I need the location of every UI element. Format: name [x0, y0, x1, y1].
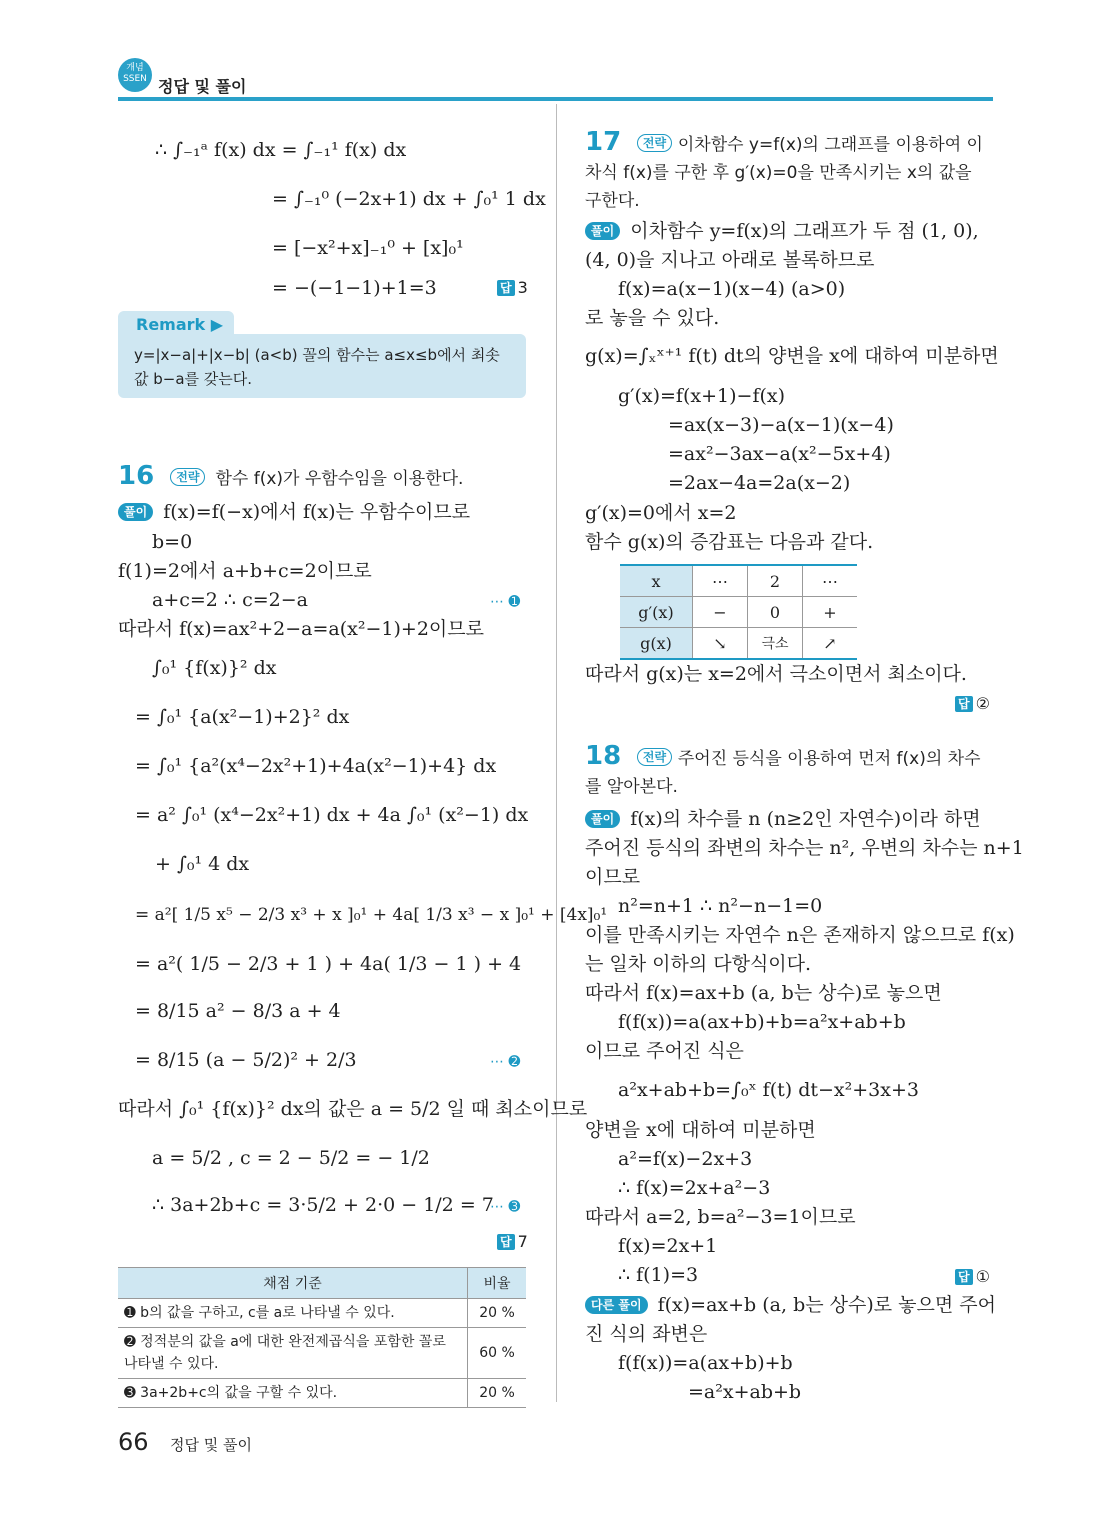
- solution-line: 주어진 등식의 좌변의 차수는 n², 우변의 차수는 n+1: [585, 837, 1024, 859]
- table-row: g′(x) − 0 +: [620, 597, 857, 628]
- eq-line: =ax(x−3)−a(x−1)(x−4): [668, 414, 894, 436]
- ssen-logo: 개념 SSEN: [118, 58, 152, 92]
- solution-line: 양변을 x에 대하여 미분하면: [585, 1119, 816, 1141]
- solution-line: 함수 g(x)의 증감표는 다음과 같다.: [585, 531, 874, 553]
- eq-line: a²x+ab+b=∫₀ˣ f(t) dt−x²+3x+3: [618, 1079, 919, 1101]
- grade-col-criteria: 채점 기준: [118, 1268, 468, 1299]
- eq-line: a²=f(x)−2x+3: [618, 1148, 753, 1170]
- header-rule: [118, 97, 993, 101]
- solution-line: 이므로: [585, 866, 641, 888]
- eq-line: = 8/15 a² − 8/3 a + 4: [135, 1000, 341, 1022]
- answer-16: 답 7: [497, 1230, 528, 1254]
- solution-line: 따라서 ∫₀¹ {f(x)}² dx의 값은 a = 5/2 일 때 최소이므로: [118, 1098, 588, 1120]
- strategy-text: 함수 f(x)가 우함수임을 이용한다.: [215, 469, 464, 489]
- eq-line: f(f(x))=a(ax+b)+b: [618, 1352, 793, 1374]
- strategy-tag: 전략: [637, 748, 672, 766]
- solution-line: 는 일차 이하의 다항식이다.: [585, 953, 812, 975]
- problem-18-header: [585, 742, 993, 801]
- eq-line: = [−x²+x]₋₁⁰ + [x]₀¹: [272, 237, 464, 259]
- solution-line: 진 식의 좌변은: [585, 1323, 708, 1345]
- solution-line: f(1)=2에서 a+b+c=2이므로: [118, 560, 372, 582]
- solution-line: 따라서 f(x)=ax²+2−a=a(x²−1)+2이므로: [118, 618, 484, 640]
- answer-15: 답 3: [497, 276, 528, 300]
- eq-line: = a²[ 1/5 x⁵ − 2/3 x³ + x ]₀¹ + 4a[ 1/3 x³ − x ]₀¹ + [4x]₀¹: [135, 905, 608, 925]
- strategy-tag: 전략: [170, 468, 205, 486]
- eq-line: g′(x)=f(x+1)−f(x): [618, 385, 786, 407]
- eq-line: ∴ f(x)=2x+a²−3: [618, 1177, 771, 1199]
- solution-line: 따라서 g(x)는 x=2에서 극소이면서 최소이다.: [585, 663, 967, 685]
- solution-line: 이므로 주어진 식은: [585, 1040, 744, 1062]
- eq-line: = a²( 1/5 − 2/3 + 1 ) + 4a( 1/3 − 1 ) + 4: [135, 953, 522, 975]
- solution-line: 풀이 f(x)의 차수를 n (n≥2인 자연수)이라 하면: [585, 807, 981, 831]
- eq-line: =ax²−3ax−a(x²−5x+4): [668, 443, 891, 465]
- problem-17-header: [585, 128, 993, 215]
- eq-line: f(x)=2x+1: [618, 1235, 718, 1257]
- solution-line: 풀이 f(x)=f(−x)에서 f(x)는 우함수이므로: [118, 500, 470, 524]
- eq-line: = ∫₀¹ {a²(x⁴−2x²+1)+4a(x²−1)+4} dx: [135, 755, 497, 777]
- solution-line: b=0: [152, 531, 193, 553]
- eq-line: ∫₀¹ {f(x)}² dx: [152, 657, 277, 679]
- eq-line: = −(−1−1)+1=3: [272, 277, 437, 299]
- eq-line: =2ax−4a=2a(x−2): [668, 472, 851, 494]
- table-row: ➊ b의 값을 구하고, c를 a로 나타낼 수 있다. 20 %: [118, 1299, 526, 1328]
- eq-line: = a² ∫₀¹ (x⁴−2x²+1) dx + 4a ∫₀¹ (x²−1) dx: [135, 804, 529, 826]
- eq-line: = ∫₀¹ {a(x²−1)+2}² dx: [135, 706, 350, 728]
- strategy-tag: 전략: [637, 134, 672, 152]
- alt-solution-tag: 다른 풀이: [585, 1296, 648, 1314]
- solution-line: g′(x)=0에서 x=2: [585, 502, 737, 524]
- solution-line: 풀이 이차함수 y=f(x)의 그래프가 두 점 (1, 0),: [585, 219, 979, 243]
- eq-line: ∴ f(1)=3: [618, 1264, 699, 1286]
- eq-line: f(f(x))=a(ax+b)+b=a²x+ab+b: [618, 1011, 906, 1033]
- footer-title: 정답 및 풀이: [170, 1436, 252, 1454]
- solution-tag: 풀이: [118, 503, 153, 521]
- grade-col-ratio: 비율: [468, 1268, 527, 1299]
- eq-line: =a²x+ab+b: [688, 1381, 802, 1403]
- problem-number: 18: [585, 741, 622, 771]
- table-row: ➋ 정적분의 값을 a에 대한 완전제곱식을 포함한 꼴로 나타낼 수 있다. 60 %: [118, 1328, 526, 1379]
- eq-line: + ∫₀¹ 4 dx: [155, 853, 250, 875]
- step-mark-1: ⋯ ➊: [490, 594, 521, 610]
- problem-number: 17: [585, 127, 622, 157]
- remark-label: Remark ▶: [118, 311, 234, 339]
- table-row: x ⋯ 2 ⋯: [620, 565, 857, 597]
- strategy-text: 주어진 등식을 이용하여 먼저 f(x)의 차수를 알아본다.: [585, 749, 981, 797]
- strategy-text: 이차함수 y=f(x)의 그래프를 이용하여 이차식 f(x)를 구한 후 g′(x)=0을 만족시키는 x의 값을 구한다.: [585, 135, 983, 211]
- problem-number: 16: [118, 461, 155, 491]
- solution-line: 따라서 f(x)=ax+b (a, b는 상수)로 놓으면: [585, 982, 942, 1004]
- table-row: ➌ 3a+2b+c의 값을 구할 수 있다. 20 %: [118, 1379, 526, 1408]
- solution-tag: 풀이: [585, 222, 620, 240]
- solution-line: 따라서 a=2, b=a²−3=1이므로: [585, 1206, 856, 1228]
- eq-line: ∴ 3a+2b+c = 3·5/2 + 2·0 − 1/2 = 7: [152, 1194, 494, 1216]
- solution-line: (4, 0)을 지나고 아래로 볼록하므로: [585, 249, 875, 271]
- table-row: g(x) ↘ 극소 ↗: [620, 628, 857, 660]
- eq-line: = ∫₋₁⁰ (−2x+1) dx + ∫₀¹ 1 dx: [272, 188, 546, 210]
- solution-line: 로 놓을 수 있다.: [585, 307, 720, 329]
- answer-18: 답 ①: [955, 1265, 990, 1289]
- step-mark-2: ⋯ ➋: [490, 1054, 521, 1070]
- solution-line: a+c=2 ∴ c=2−a: [152, 589, 308, 611]
- header-title: 정답 및 풀이: [158, 77, 247, 96]
- column-divider: [556, 104, 557, 1402]
- solution-line: 이를 만족시키는 자연수 n은 존재하지 않으므로 f(x): [585, 924, 1015, 946]
- eq-line: a = 5/2 , c = 2 − 5/2 = − 1/2: [152, 1147, 430, 1169]
- eq-line: n²=n+1 ∴ n²−n−1=0: [618, 895, 823, 917]
- eq-line: ∴ ∫₋₁ᵃ f(x) dx = ∫₋₁¹ f(x) dx: [155, 139, 407, 161]
- eq-line: = 8/15 (a − 5/2)² + 2/3: [135, 1049, 357, 1071]
- eq-line: f(x)=a(x−1)(x−4) (a>0): [618, 278, 846, 300]
- sign-table: [620, 564, 857, 660]
- step-mark-3: ⋯ ➌: [490, 1199, 521, 1215]
- solution-line: g(x)=∫ₓˣ⁺¹ f(t) dt의 양변을 x에 대하여 미분하면: [585, 345, 999, 367]
- solution-tag: 풀이: [585, 810, 620, 828]
- solution-line: 다른 풀이 f(x)=ax+b (a, b는 상수)로 놓으면 주어: [585, 1293, 996, 1317]
- grading-table: [118, 1267, 526, 1408]
- remark-text: y=|x−a|+|x−b| (a<b) 꼴의 함수는 a≤x≤b에서 최솟값 b−a를 갖는다.: [134, 346, 500, 388]
- page-number: 66: [118, 1428, 149, 1456]
- problem-16-header: [118, 461, 464, 491]
- answer-17: 답 ②: [955, 692, 990, 716]
